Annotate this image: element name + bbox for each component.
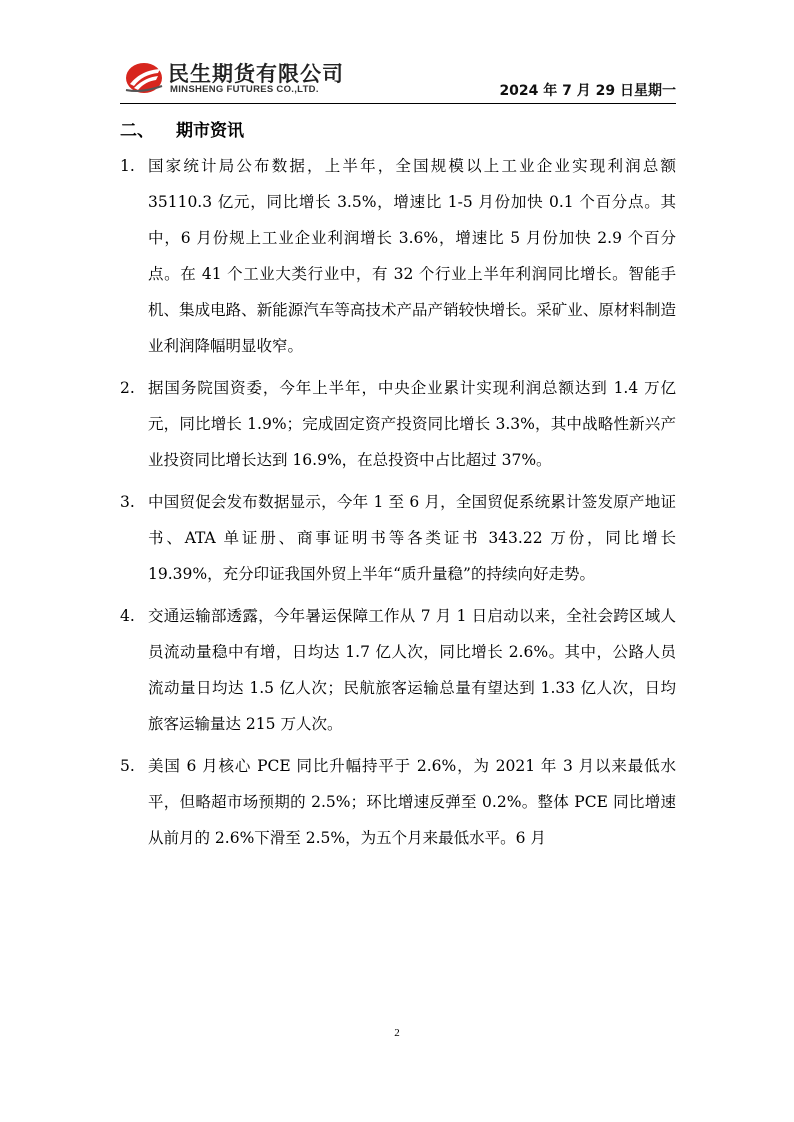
news-item <box>120 148 676 364</box>
page-number: 2 <box>394 1027 400 1039</box>
page-header <box>120 54 676 104</box>
news-item <box>120 598 676 742</box>
minsheng-logo-icon <box>124 60 164 96</box>
news-item-number: 2. <box>120 379 135 397</box>
news-item-number: 4. <box>120 607 135 625</box>
news-item-text: 中国贸促会发布数据显示，今年 1 至 6 月，全国贸促系统累计签发原产地证书、ATA 单证册、商事证明书等各类证书 343.22 万份，同比增长 19.39%，充分印证我国外贸上半年“质升量稳”的持续向好走势。 <box>148 493 676 583</box>
section-title-text: 期市资讯 <box>176 121 244 141</box>
news-item-number: 1. <box>120 157 135 175</box>
header-divider <box>120 103 676 104</box>
news-item-text: 交通运输部透露，今年暑运保障工作从 7 月 1 日启动以来，全社会跨区域人员流动量稳中有增，日均达 1.7 亿人次，同比增长 2.6%。其中，公路人员流动量日均达 1.5 亿人次；民航旅客运输总量有望达到 1.33 亿人次，日均旅客运输量达 215 万人次。 <box>148 607 676 733</box>
company-logo <box>124 56 364 100</box>
section-number: 二、 <box>120 121 154 141</box>
news-item-text: 国家统计局公布数据，上半年，全国规模以上工业企业实现利润总额 35110.3 亿元，同比增长 3.5%，增速比 1-5 月份加快 0.1 个百分点。其中，6 月份规上工业企业利润增长 3.6%，增速比 5 月份加快 2.9 个百分点。在 41 个工业大类行业中，有 32 个行业上半年利润同比增长。智能手机、集成电路、新能源汽车等高技术产品产销较快增长。采矿业、原材料制造业利润降幅明显收窄。 <box>148 157 676 355</box>
news-item <box>120 370 676 478</box>
news-item-number: 3. <box>120 493 135 511</box>
news-item-text: 据国务院国资委，今年上半年，中央企业累计实现利润总额达到 1.4 万亿元，同比增长 1.9%；完成固定资产投资同比增长 3.3%，其中战略性新兴产业投资同比增长达到 16.9%，在总投资中占比超过 37%。 <box>148 379 676 469</box>
logo-english-name: MINSHENG FUTURES CO.,LTD. <box>170 84 319 95</box>
logo-chinese-name: 民生期货有限公司 <box>168 62 344 86</box>
news-item-text: 美国 6 月核心 PCE 同比升幅持平于 2.6%，为 2021 年 3 月以来最低水平，但略超市场预期的 2.5%；环比增速反弹至 0.2%。整体 PCE 同比增速从前月的 2.6%下滑至 2.5%，为五个月来最低水平。6 月 <box>148 757 676 847</box>
section-heading <box>120 116 244 141</box>
news-item <box>120 484 676 592</box>
header-date: 2024 年 7 月 29 日星期一 <box>499 83 676 99</box>
news-list <box>120 148 676 862</box>
news-item <box>120 748 676 856</box>
news-item-number: 5. <box>120 757 135 775</box>
